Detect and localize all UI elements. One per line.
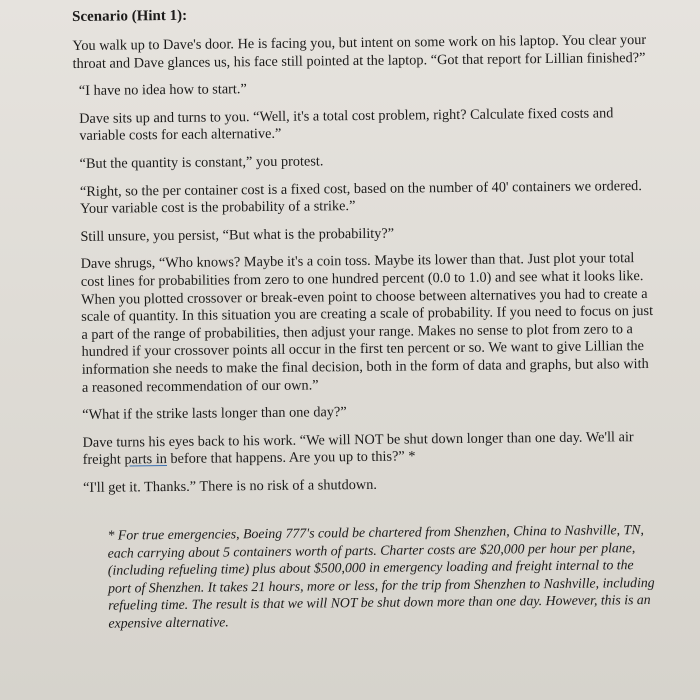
- document-body: [72, 2, 661, 632]
- footnote: * For true emergencies, Boeing 777's could be chartered from Shenzhen, China to Nashville, TN, each carrying about 5 containers worth of parts. Charter costs are $20,000 per hour per plane, (including refueling time) plus about $500,000 in emergency loading and freight internal to the port of Shenzhen. It takes 21 hours, more or less, for the trip from Shenzhen to Nashville, including refueling time. The result is that we will NOT be shut down more than one day. However, this is an expensive alternative.: [107, 522, 655, 631]
- paragraph-dave-door: You walk up to Dave's door. He is facing you, but intent on some work on his laptop. You clear your throat and Dave glances us, his face still pointed at the laptop. “Got that report for Lillian finished?”: [72, 31, 647, 72]
- paragraph-dave-shrugs: Dave shrugs, “Who knows? Maybe it's a coin toss. Maybe its lower than that. Just plot your total cost lines for probabilities from zero to one hundred percent (0.0 to 1.0) and see what it looks like. When you plotted crossover or break-even point to choose between alternatives you had to create a scale of quantity. In this situation you are creating a scale of probability. If you need to focus on just a part of the range of probabilities, then adjust your range. Makes no sense to plot from zero to a hundred if your crossover points all occur in the first ten percent or so. We want to give Lillian the information she needs to make the final decision, both in the form of data and graphs, but also with a reasoned recommendation of our own.”: [80, 250, 654, 396]
- paragraph-fixed-cost: “Right, so the per container cost is a fixed cost, based on the number of 40' containers we ordered. Your variable cost is the probability of a strike.”: [79, 177, 642, 218]
- paragraph-no-idea: “I have no idea how to start.”: [78, 81, 247, 100]
- scenario-heading: Scenario (Hint 1):: [72, 7, 188, 25]
- paragraph-closing: “I'll get it. Thanks.” There is no risk of a shutdown.: [82, 476, 377, 496]
- dave-reply-text-start: Dave turns his eyes back to his work. “We will NOT be shut down longer than one day. We'll air freight: [82, 428, 634, 469]
- dave-reply-text-end: before that happens. Are you up to this?” *: [166, 448, 416, 468]
- parts-in-link[interactable]: parts in: [124, 451, 168, 468]
- paragraph-total-cost: Dave sits up and turns to you. “Well, it's a total cost problem, right? Calculate fixed costs and variable costs for each alternative.”: [79, 105, 614, 145]
- paragraph-probability-question: Still unsure, you persist, “But what is the probability?”: [80, 225, 395, 245]
- paragraph-dave-reply: [76, 429, 658, 470]
- paragraph-quantity-constant: “But the quantity is constant,” you protest.: [79, 153, 324, 172]
- paragraph-strike-longer: “What if the strike lasts longer than one day?”: [82, 404, 347, 424]
